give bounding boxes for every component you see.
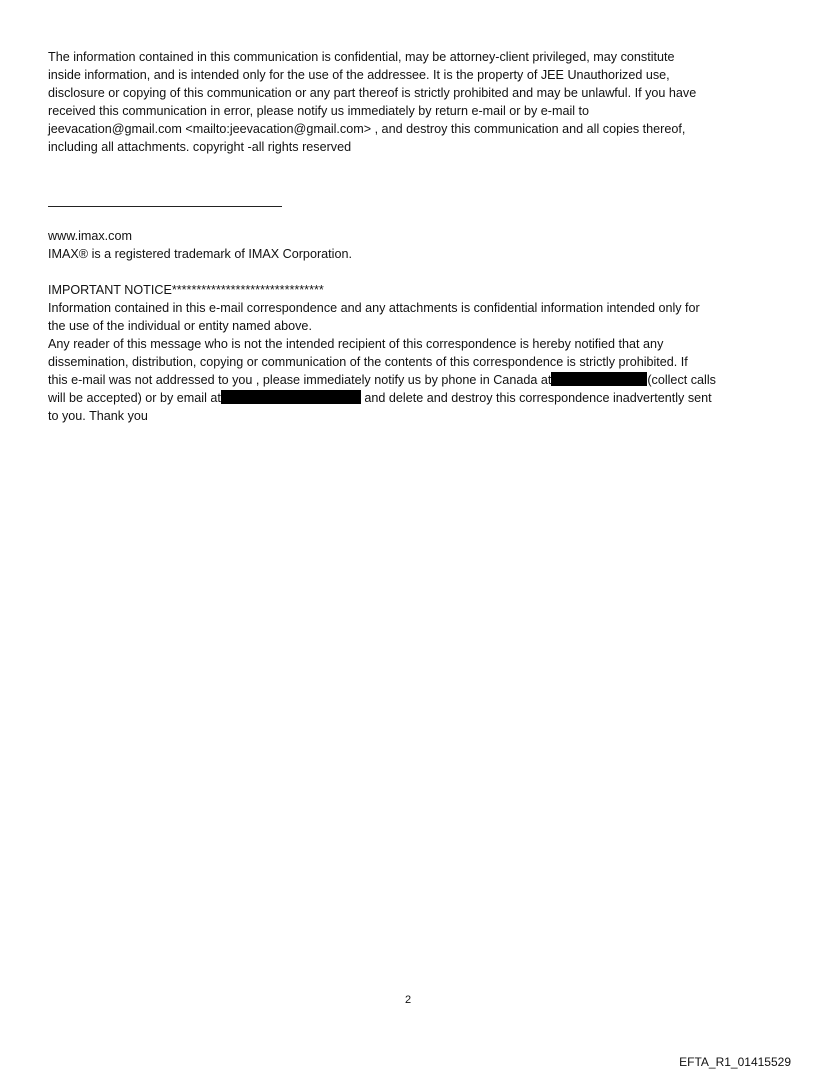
notice-line: Any reader of this message who is not the intended recipient of this correspondence is hereby notified that any xyxy=(48,337,664,351)
imax-trademark-line: IMAX® is a registered trademark of IMAX Corporation. xyxy=(48,247,352,261)
signature-divider xyxy=(48,206,282,207)
document-id: EFTA_R1_01415529 xyxy=(679,1055,791,1069)
notice-line: dissemination, distribution, copying or communication of the contents of this correspondence is strictly prohibited. If xyxy=(48,355,688,369)
notice-heading: IMPORTANT NOTICE******************************* xyxy=(48,283,324,297)
confidentiality-line: disclosure or copying of this communication or any part thereof is strictly prohibited and may be unlawful. If you have xyxy=(48,86,697,100)
notice-text: (collect calls xyxy=(647,373,716,387)
redacted-email-address xyxy=(221,390,361,404)
notice-line: Information contained in this e-mail correspondence and any attachments is confidential information intended only for xyxy=(48,301,700,315)
notice-line-email xyxy=(48,389,772,407)
confidentiality-line: including all attachments. copyright -all rights reserved xyxy=(48,140,352,154)
page-number: 2 xyxy=(404,994,412,1006)
notice-text: will be accepted) or by email at xyxy=(48,391,221,405)
notice-line-phone xyxy=(48,371,772,389)
notice-text: and delete and destroy this correspondence inadvertently sent xyxy=(360,391,712,405)
notice-line: to you. Thank you xyxy=(48,409,148,423)
confidentiality-line: The information contained in this communication is confidential, may be attorney-client privileged, may constitute xyxy=(48,50,675,64)
confidentiality-line: inside information, and is intended only for the use of the addressee. It is the property of JEE Unauthorized use, xyxy=(48,68,670,82)
confidentiality-paragraph xyxy=(48,48,772,156)
redacted-phone-number xyxy=(551,372,647,386)
imax-signature-block xyxy=(48,227,772,263)
important-notice-block xyxy=(48,281,772,425)
notice-text: this e-mail was not addressed to you , please immediately notify us by phone in Canada at xyxy=(48,373,552,387)
confidentiality-line: received this communication in error, please notify us immediately by return e-mail or by e-mail to xyxy=(48,104,590,118)
notice-line: the use of the individual or entity named above. xyxy=(48,319,312,333)
imax-website: www.imax.com xyxy=(48,229,132,243)
confidentiality-line: jeevacation@gmail.com <mailto:jeevacation@gmail.com> , and destroy this communication and all copies thereof, xyxy=(48,122,686,136)
